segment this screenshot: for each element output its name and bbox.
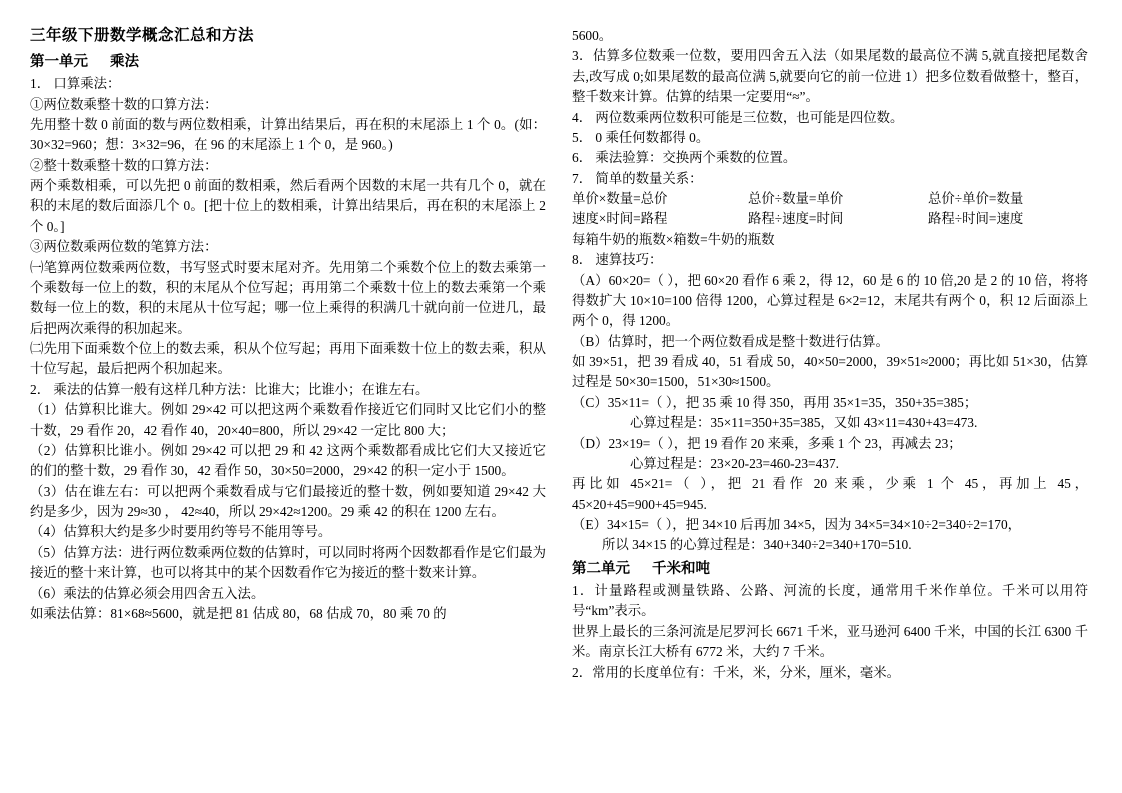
paragraph: 5600。 bbox=[572, 28, 613, 43]
paragraph: （C）35×11=（ ），把 35 乘 10 得 350，再用 35×1=35，350+35=385； bbox=[572, 394, 978, 410]
relation-row bbox=[572, 189, 1088, 209]
paragraph: （6）乘法的估算必须会用四舍五入法。 bbox=[30, 585, 265, 601]
paragraph: （4）估算积大约是多少时要用约等号不能用等号。 bbox=[30, 524, 332, 540]
right-column bbox=[572, 26, 1088, 783]
paragraph: （5）估算方法：进行两位数乘两位数的估算时，可以同时将两个因数都看作是它们最为接近的整十来计算，也可以将其中的某个因数看作它为接近的整十数来计算。 bbox=[30, 544, 546, 581]
paragraph: ①两位数乘整十数的口算方法： bbox=[30, 96, 218, 112]
paragraph: 1． 口算乘法： bbox=[30, 76, 121, 92]
unit-1-name: 乘法 bbox=[110, 53, 139, 70]
paragraph: 再比如 45×21=（ ），把 21 看作 20 来乘，少乘 1 个 45，再加上 45，45×20+45=900+45=945. bbox=[572, 476, 1088, 512]
paragraph: （3）估在谁左右：可以把两个乘数看成与它们最接近的整十数，例如要知道 29×42 大约是多少，因为 29≈30 ， 42≈40，所以 29×42≈1200。29 乘 42 的积在 1200 左右。 bbox=[30, 483, 546, 520]
paragraph: 先用整十数 0 前面的数与两位数相乘，计算出结果后，再在积的末尾添上 1 个 0。(如：30×32=960；想：3×32=96，在 96 的末尾添上 1 个 0，是 960。) bbox=[30, 116, 546, 153]
relation-cell: 总价÷数量=单价 bbox=[748, 191, 844, 206]
relation-cell: 单价×数量=总价 bbox=[572, 191, 668, 206]
unit-2-name: 千米和吨 bbox=[652, 560, 710, 577]
paragraph: 如乘法估算：81×68≈5600，就是把 81 估成 80，68 估成 70，80 乘 70 的 bbox=[30, 605, 447, 621]
paragraph: ②整十数乘整十数的口算方法： bbox=[30, 157, 218, 173]
relation-row bbox=[572, 209, 1088, 229]
paragraph: 心算过程是：35×11=350+35=385，又如 43×11=430+43=473. bbox=[630, 415, 978, 431]
paragraph: （A）60×20=（ ），把 60×20 看作 6 乘 2，得 12，60 是 6 的 10 倍,20 是 2 的 10 倍，将将得数扩大 10×10=100 倍得 1200，心算过程是 6×2=12，末尾共有两个 0，积 12 后面添上两个 0，得 1200。 bbox=[572, 272, 1088, 329]
paragraph: 4． 两位数乘两位数积可能是三位数，也可能是四位数。 bbox=[572, 109, 904, 125]
two-column-layout bbox=[30, 26, 1092, 783]
paragraph: （E）34×15=（ ），把 34×10 后再加 34×5，因为 34×5=34×10÷2=340÷2=170， bbox=[572, 517, 1022, 532]
paragraph: 两个乘数相乘，可以先把 0 前面的数相乘，然后看两个因数的末尾一共有几个 0，就在积的末尾的数后面添几个 0。[把十位上的数相乘，计算出结果后，再在积的末尾添上 2 个 0。] bbox=[30, 178, 546, 234]
paragraph: 如 39×51，把 39 看成 40，51 看成 50，40×50=2000，39×51≈2000；再比如 51×30，估算过程是 50×30=1500，51×30≈1500。 bbox=[572, 354, 1088, 390]
paragraph: ㈠笔算两位数乘两位数，书写竖式时要末尾对齐。先用第二个乘数个位上的数去乘第一个乘数每一位上的数，积的末尾从个位写起；再用第二个乘数十位上的数去乘第一个乘数每一位上的数，积的末尾从十位写起；哪一位上乘得的积满几十就向前一位进几，最后把两次乘得的积加起来。 bbox=[30, 259, 546, 336]
paragraph: ③两位数乘两位数的笔算方法： bbox=[30, 239, 218, 255]
paragraph: （2）估算积比谁小。例如 29×42 可以把 29 和 42 这两个乘数都看成比它们大又接近它的们的整十数，29 看作 30，42 看作 50，30×50=2000，29×42 的积一定小于 1500。 bbox=[30, 442, 546, 479]
paragraph: 3．估算多位数乘一位数，要用四舍五入法（如果尾数的最高位不满 5,就直接把尾数舍去,改写成 0;如果尾数的最高位满 5,就要向它的前一位进 1）把多位数看做整十，整百，整千数来计算。估算的结果一定要用“≈”。 bbox=[572, 48, 1088, 105]
left-column bbox=[30, 26, 546, 783]
relation-cell: 路程÷速度=时间 bbox=[748, 211, 844, 227]
paragraph: 世界上最长的三条河流是尼罗河长 6671 千米，亚马逊河 6400 千米，中国的长江 6300 千米。南京长江大桥有 6772 米，大约 7 千米。 bbox=[572, 623, 1088, 660]
paragraph: （B）估算时，把一个两位数看成是整十数进行估算。 bbox=[572, 333, 889, 349]
unit-heading-2 bbox=[572, 559, 1088, 579]
page-title: 三年级下册数学概念汇总和方法 bbox=[30, 27, 255, 44]
paragraph: 5． 0 乘任何数都得 0。 bbox=[572, 129, 710, 145]
paragraph: 每箱牛奶的瓶数×箱数=牛奶的瓶数 bbox=[572, 231, 775, 247]
paragraph: 心算过程是：23×20-23=460-23=437. bbox=[630, 455, 839, 471]
unit-2-label: 第二单元 bbox=[572, 560, 630, 577]
paragraph: 6． 乘法验算：交换两个乘数的位置。 bbox=[572, 150, 797, 166]
relation-cell: 路程÷时间=速度 bbox=[928, 211, 1024, 227]
paragraph: ㈡先用下面乘数个位上的数去乘，积从个位写起；再用下面乘数十位上的数去乘，积从十位写起，最后把两个积加起来。 bbox=[30, 341, 546, 377]
relation-cell: 总价÷单价=数量 bbox=[928, 191, 1024, 206]
paragraph: 2． 乘法的估算一般有这样几种方法：比谁大；比谁小；在谁左右。 bbox=[30, 381, 429, 397]
paragraph: （1）估算积比谁大。例如 29×42 可以把这两个乘数看作接近它们同时又比它们小的整十数，29 看作 20，42 看作 40，20×40=800，所以 29×42 一定比 800 大； bbox=[30, 402, 546, 438]
paragraph: 1．计量路程或测量铁路、公路、河流的长度，通常用千米作单位。千米可以用符号“km”表示。 bbox=[572, 583, 1088, 619]
paragraph: （D）23×19=（ ），把 19 看作 20 来乘，多乘 1 个 23，再减去 23； bbox=[572, 435, 962, 451]
paragraph: 8． 速算技巧： bbox=[572, 252, 663, 268]
unit-heading-1 bbox=[30, 52, 546, 72]
paragraph: 所以 34×15 的心算过程是：340+340÷2=340+170=510. bbox=[602, 537, 912, 553]
paragraph: 7． 简单的数量关系： bbox=[572, 170, 703, 186]
paragraph: 2．常用的长度单位有：千米，米，分米，厘米，毫米。 bbox=[572, 664, 901, 680]
unit-1-label: 第一单元 bbox=[30, 53, 88, 70]
relation-cell: 速度×时间=路程 bbox=[572, 211, 668, 227]
